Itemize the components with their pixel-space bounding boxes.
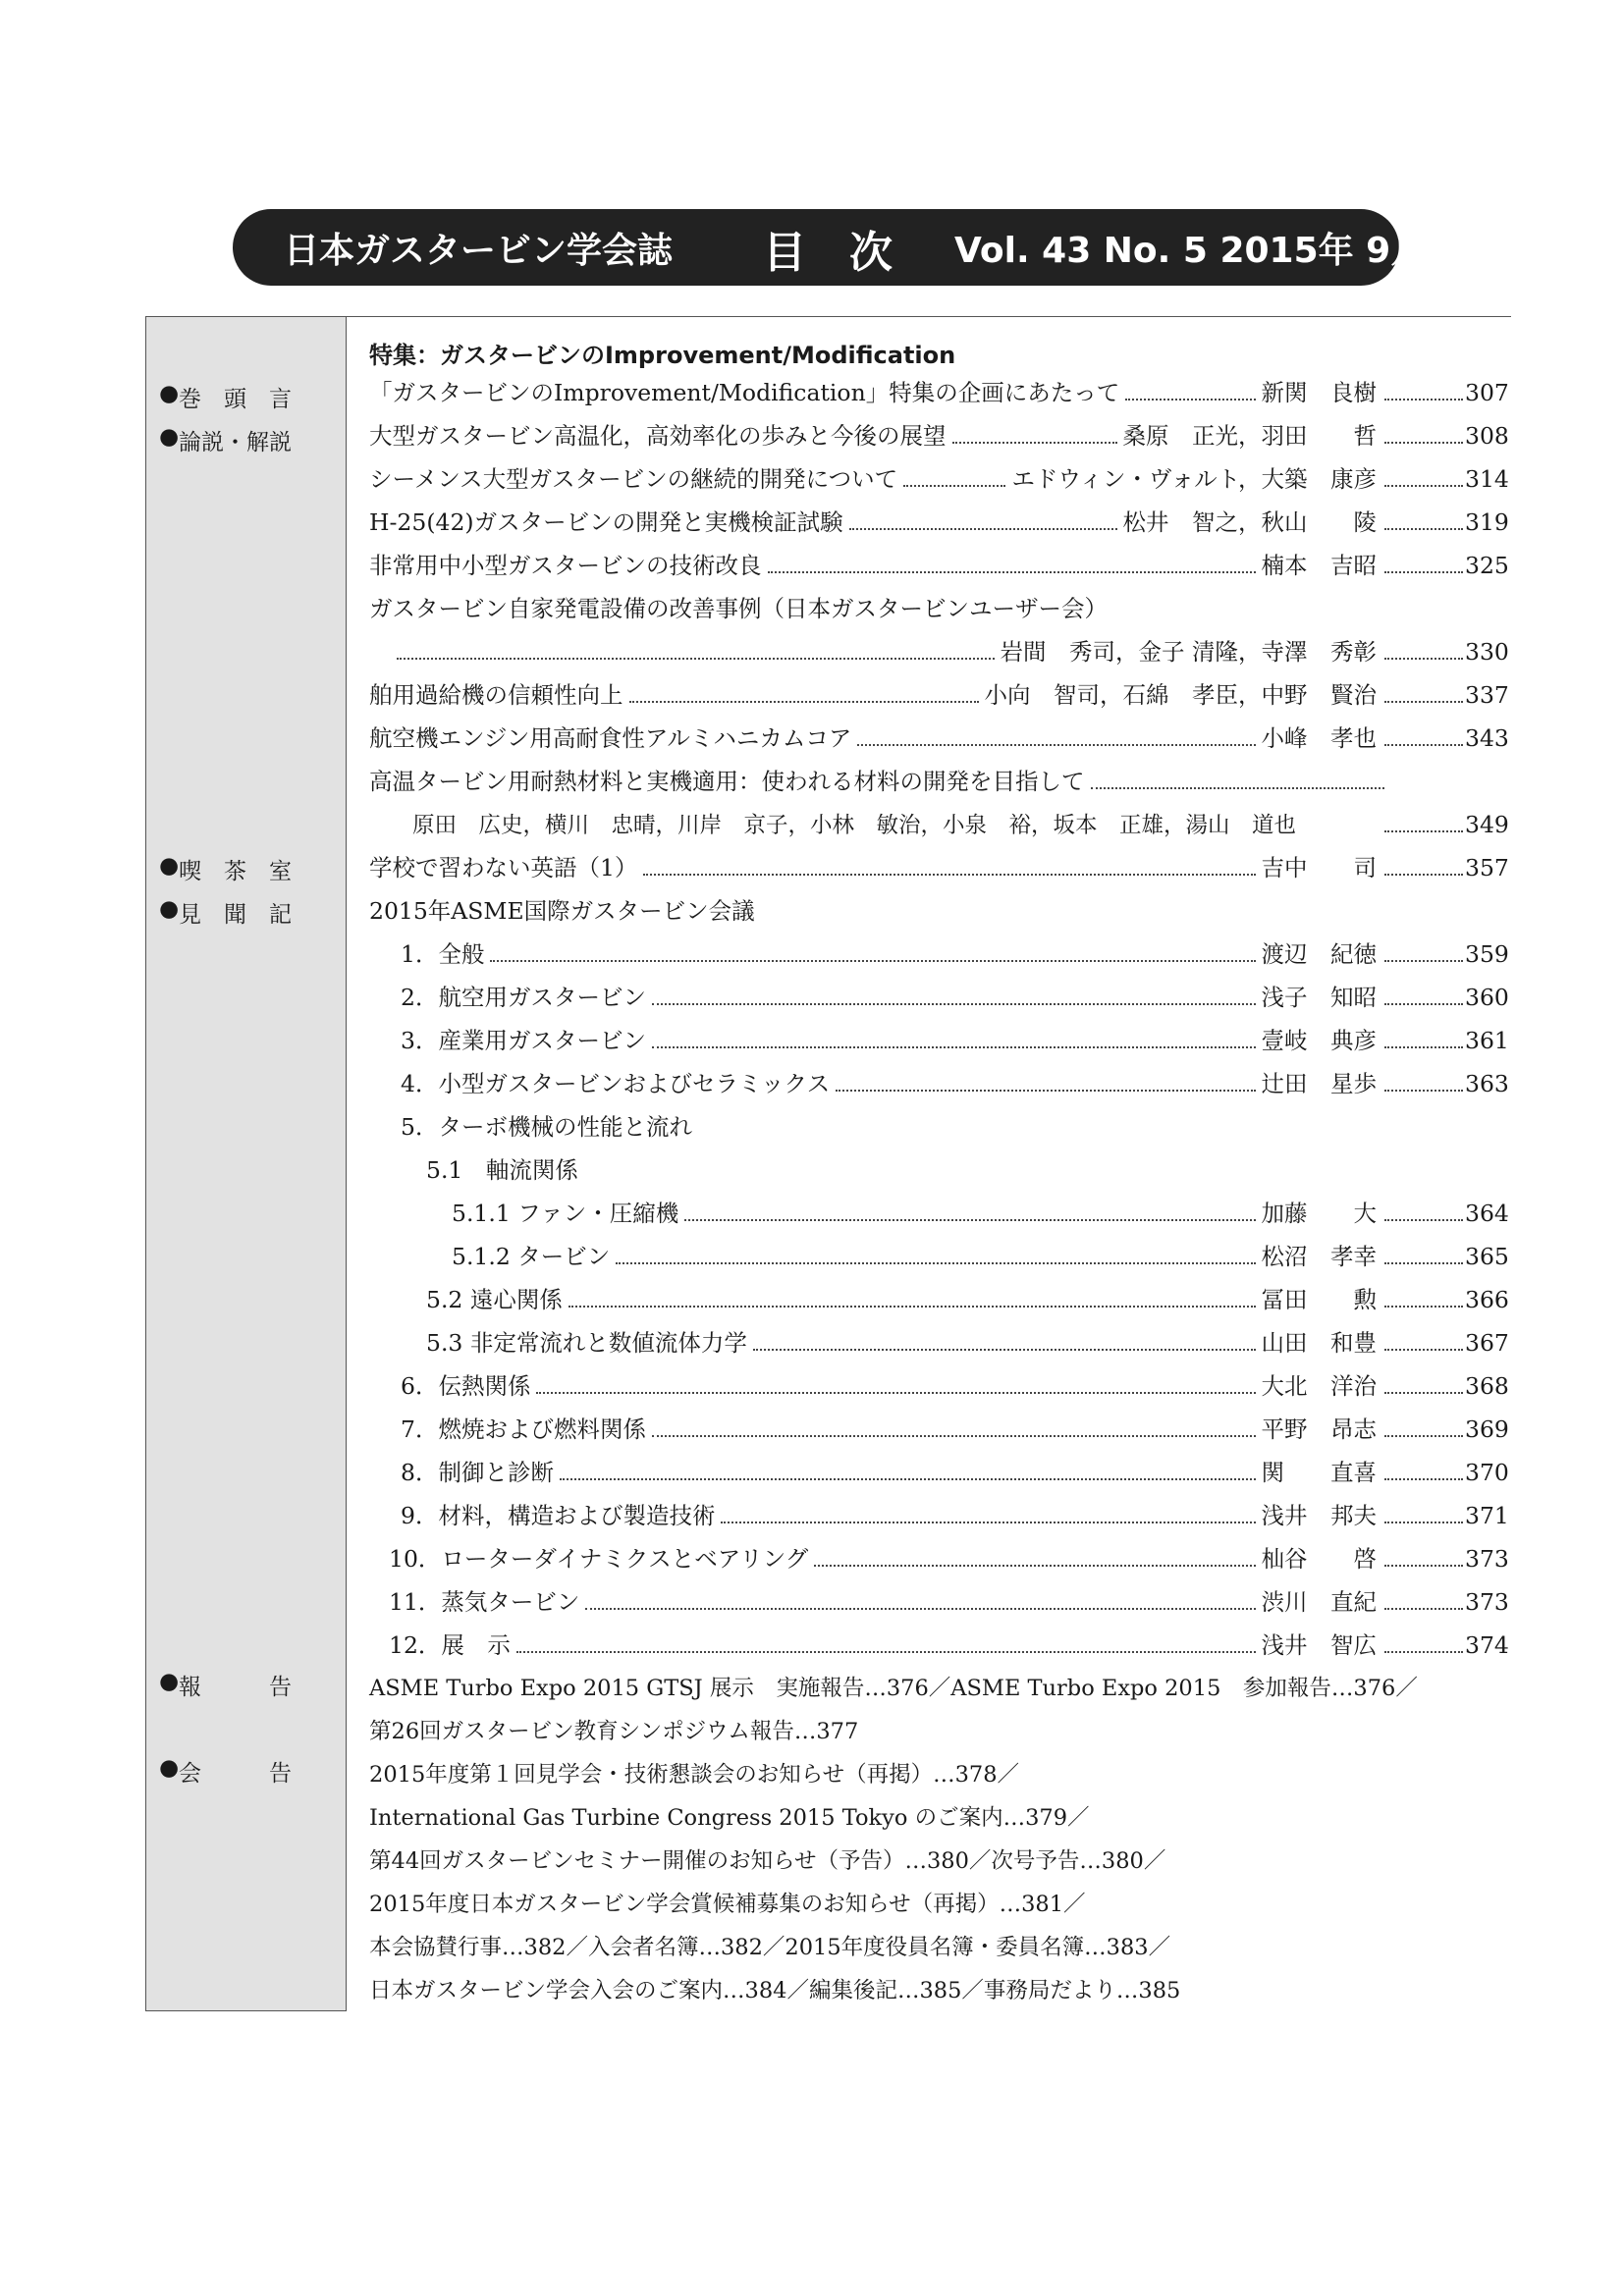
toc-entry[interactable]: 非常用中小型ガスタービンの技術改良 楠本 吉昭 325 bbox=[369, 552, 1509, 579]
toc-entry[interactable]: 5.3 非定常流れと数値流体力学 山田 和豊 367 bbox=[426, 1329, 1509, 1357]
toc-entry-title[interactable]: ガスタービン自家発電設備の改善事例（日本ガスタービンユーザー会） bbox=[369, 595, 1108, 622]
category-kaikoku: ● 会 告 bbox=[159, 1755, 292, 1787]
toc-entry[interactable]: 学校で習わない英語（1） 吉中 司 357 bbox=[369, 854, 1509, 881]
journal-header-banner bbox=[233, 209, 1427, 286]
category-kantogen: ● 巻 頭 言 bbox=[159, 381, 292, 412]
report-line[interactable]: ASME Turbo Expo 2015 GTSJ 展示 実施報告…376／ASME Turbo Expo 2015 参加報告…376／ bbox=[369, 1676, 1418, 1701]
toc-entry[interactable]: 9．材料，構造および製造技術 浅井 邦夫 371 bbox=[401, 1502, 1509, 1529]
toc-entry[interactable]: 航空機エンジン用高耐食性アルミハニカムコア 小峰 孝也 343 bbox=[369, 724, 1509, 752]
category-ronsetsu: ● 論説・解説 bbox=[159, 424, 292, 455]
toc-entry[interactable]: 5.1.1 ファン・圧縮機 加藤 大 364 bbox=[452, 1200, 1509, 1227]
toc-entry[interactable]: 7．燃焼および燃料関係 平野 昂志 369 bbox=[401, 1415, 1509, 1443]
report-line[interactable]: 第26回ガスタービン教育シンポジウム報告…377 bbox=[369, 1719, 859, 1744]
toc-entry[interactable]: H-25(42)ガスタービンの開発と実機検証試験 松井 智之，秋山 陵 319 bbox=[369, 508, 1509, 536]
toc-entry[interactable]: 4．小型ガスタービンおよびセラミックス 辻田 星歩 363 bbox=[401, 1070, 1509, 1097]
notice-line[interactable]: 2015年度第１回見学会・技術懇談会のお知らせ（再掲）…378／ bbox=[369, 1762, 1020, 1788]
toc-entry-title[interactable]: 5．ターボ機械の性能と流れ bbox=[401, 1113, 692, 1141]
toc-entry[interactable]: 岩間 秀司，金子 清隆，寺澤 秀彰 330 bbox=[397, 632, 1504, 671]
toc-entry[interactable]: 舶用過給機の信頼性向上 小向 智司，石綿 孝臣，中野 賢治 337 bbox=[369, 681, 1509, 709]
toc-entry[interactable]: 11．蒸気タービン 渋川 直紀 373 bbox=[389, 1588, 1509, 1616]
toc-entry[interactable]: 5.1.2 タービン 松沼 孝幸 365 bbox=[452, 1243, 1509, 1270]
contents-label: 目 次 bbox=[763, 228, 893, 278]
notice-line[interactable]: 第44回ガスタービンセミナー開催のお知らせ（予告）…380／次号予告…380／ bbox=[369, 1848, 1166, 1874]
toc-entry[interactable]: 高温タービン用耐熱材料と実機適用：使われる材料の開発を目指して bbox=[369, 762, 1390, 801]
toc-entry[interactable]: 2．航空用ガスタービン 浅子 知昭 360 bbox=[401, 984, 1509, 1011]
toc-entry-title[interactable]: 5.1 軸流関係 bbox=[426, 1156, 578, 1184]
category-hokoku: ● 報 告 bbox=[159, 1669, 292, 1700]
toc-entry[interactable]: 8．制御と診断 関 直喜 370 bbox=[401, 1459, 1509, 1486]
toc-entry[interactable]: 6．伝熱関係 大北 洋治 368 bbox=[401, 1372, 1509, 1400]
toc-entry[interactable]: 1．全般 渡辺 紀徳 359 bbox=[401, 940, 1509, 968]
toc-entry[interactable]: 10．ローターダイナミクスとベアリング 杣谷 啓 373 bbox=[389, 1545, 1509, 1573]
category-kenbunki: ● 見 聞 記 bbox=[159, 896, 292, 928]
bullet-icon: ● bbox=[159, 381, 180, 406]
notice-line[interactable]: 2015年度日本ガスタービン学会賞候補募集のお知らせ（再掲）…381／ bbox=[369, 1892, 1086, 1917]
category-kissa: ● 喫 茶 室 bbox=[159, 853, 292, 884]
bullet-icon: ● bbox=[159, 853, 180, 879]
journal-title: 日本ガスタービン学会誌 bbox=[284, 231, 674, 271]
toc-entry[interactable]: 3．産業用ガスタービン 壹岐 典彦 361 bbox=[401, 1027, 1509, 1054]
toc-entry[interactable]: 12．展 示 浅井 智広 374 bbox=[389, 1631, 1509, 1659]
toc-entry[interactable]: 「ガスタービンのImprovement/Modification」特集の企画にあたって 新関 良樹 307 bbox=[369, 379, 1509, 406]
special-feature-title: 特集：ガスタービンのImprovement/Modification bbox=[369, 342, 956, 369]
toc-entry[interactable]: シーメンス大型ガスタービンの継続的開発について エドウィン・ヴォルト，大築 康彦 314 bbox=[369, 465, 1509, 493]
bullet-icon: ● bbox=[159, 1755, 180, 1781]
toc-entry-title[interactable]: 2015年ASME国際ガスタービン会議 bbox=[369, 897, 755, 925]
top-rule bbox=[347, 316, 1511, 317]
volume-issue: Vol. 43 No. 5 2015年 9月 bbox=[954, 231, 1427, 271]
notice-line[interactable]: 日本ガスタービン学会入会のご案内…384／編集後記…385／事務局だより…385 bbox=[369, 1978, 1181, 2003]
toc-entry[interactable]: 原田 広史，横川 忠晴，川岸 京子，小林 敏治，小泉 裕，坂本 正雄，湯山 道也 349 bbox=[412, 811, 1509, 838]
bullet-icon: ● bbox=[159, 424, 180, 450]
bullet-icon: ● bbox=[159, 1669, 180, 1694]
toc-entry[interactable]: 5.2 遠心関係 冨田 勲 366 bbox=[426, 1286, 1509, 1313]
notice-line[interactable]: International Gas Turbine Congress 2015 Tokyo のご案内…379／ bbox=[369, 1805, 1090, 1831]
bullet-icon: ● bbox=[159, 896, 180, 922]
toc-entry[interactable]: 大型ガスタービン高温化，高効率化の歩みと今後の展望 桑原 正光，羽田 哲 308 bbox=[369, 422, 1509, 450]
notice-line[interactable]: 本会協賛行事…382／入会者名簿…382／2015年度役員名簿・委員名簿…383／ bbox=[369, 1935, 1171, 1960]
